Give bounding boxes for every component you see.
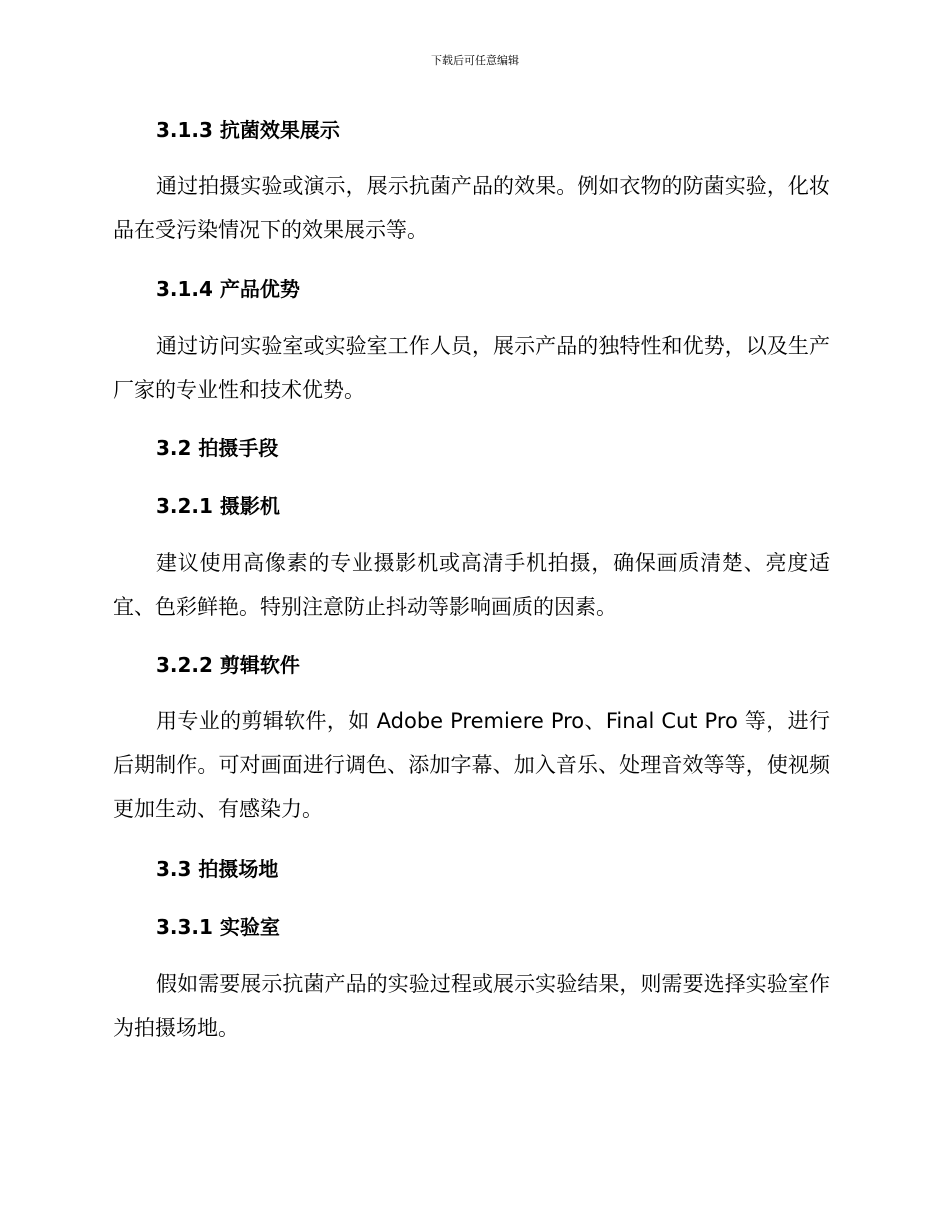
section-heading-3-3: 3.3 拍摄场地 <box>156 857 279 881</box>
section-heading-3-1-3: 3.1.3 抗菌效果展示 <box>156 118 340 142</box>
paragraph-product-advantage: 通过访问实验室或实验室工作人员，展示产品的独特性和优势，以及生产厂家的专业性和技术优势。 <box>113 334 830 402</box>
section-heading-3-2: 3.2 拍摄手段 <box>156 436 279 460</box>
paragraph-editing-software: 用专业的剪辑软件，如 Adobe Premiere Pro、Final Cut Pro 等，进行后期制作。可对画面进行调色、添加字幕、加入音乐、处理音效等等，使视频更加生动、有感染力。 <box>113 709 830 821</box>
page-header: 下载后可任意编辑 <box>431 54 519 67</box>
paragraph-laboratory: 假如需要展示抗菌产品的实验过程或展示实验结果，则需要选择实验室作为拍摄场地。 <box>113 972 830 1040</box>
paragraph-camera: 建议使用高像素的专业摄影机或高清手机拍摄，确保画质清楚、亮度适宜、色彩鲜艳。特别注意防止抖动等影响画质的因素。 <box>113 551 830 619</box>
section-heading-3-1-4: 3.1.4 产品优势 <box>156 277 300 301</box>
section-heading-3-2-2: 3.2.2 剪辑软件 <box>156 653 300 677</box>
section-heading-3-3-1: 3.3.1 实验室 <box>156 915 280 939</box>
section-heading-3-2-1: 3.2.1 摄影机 <box>156 494 280 518</box>
paragraph-antibacterial-effect: 通过拍摄实验或演示，展示抗菌产品的效果。例如衣物的防菌实验，化妆品在受污染情况下的效果展示等。 <box>113 174 830 242</box>
